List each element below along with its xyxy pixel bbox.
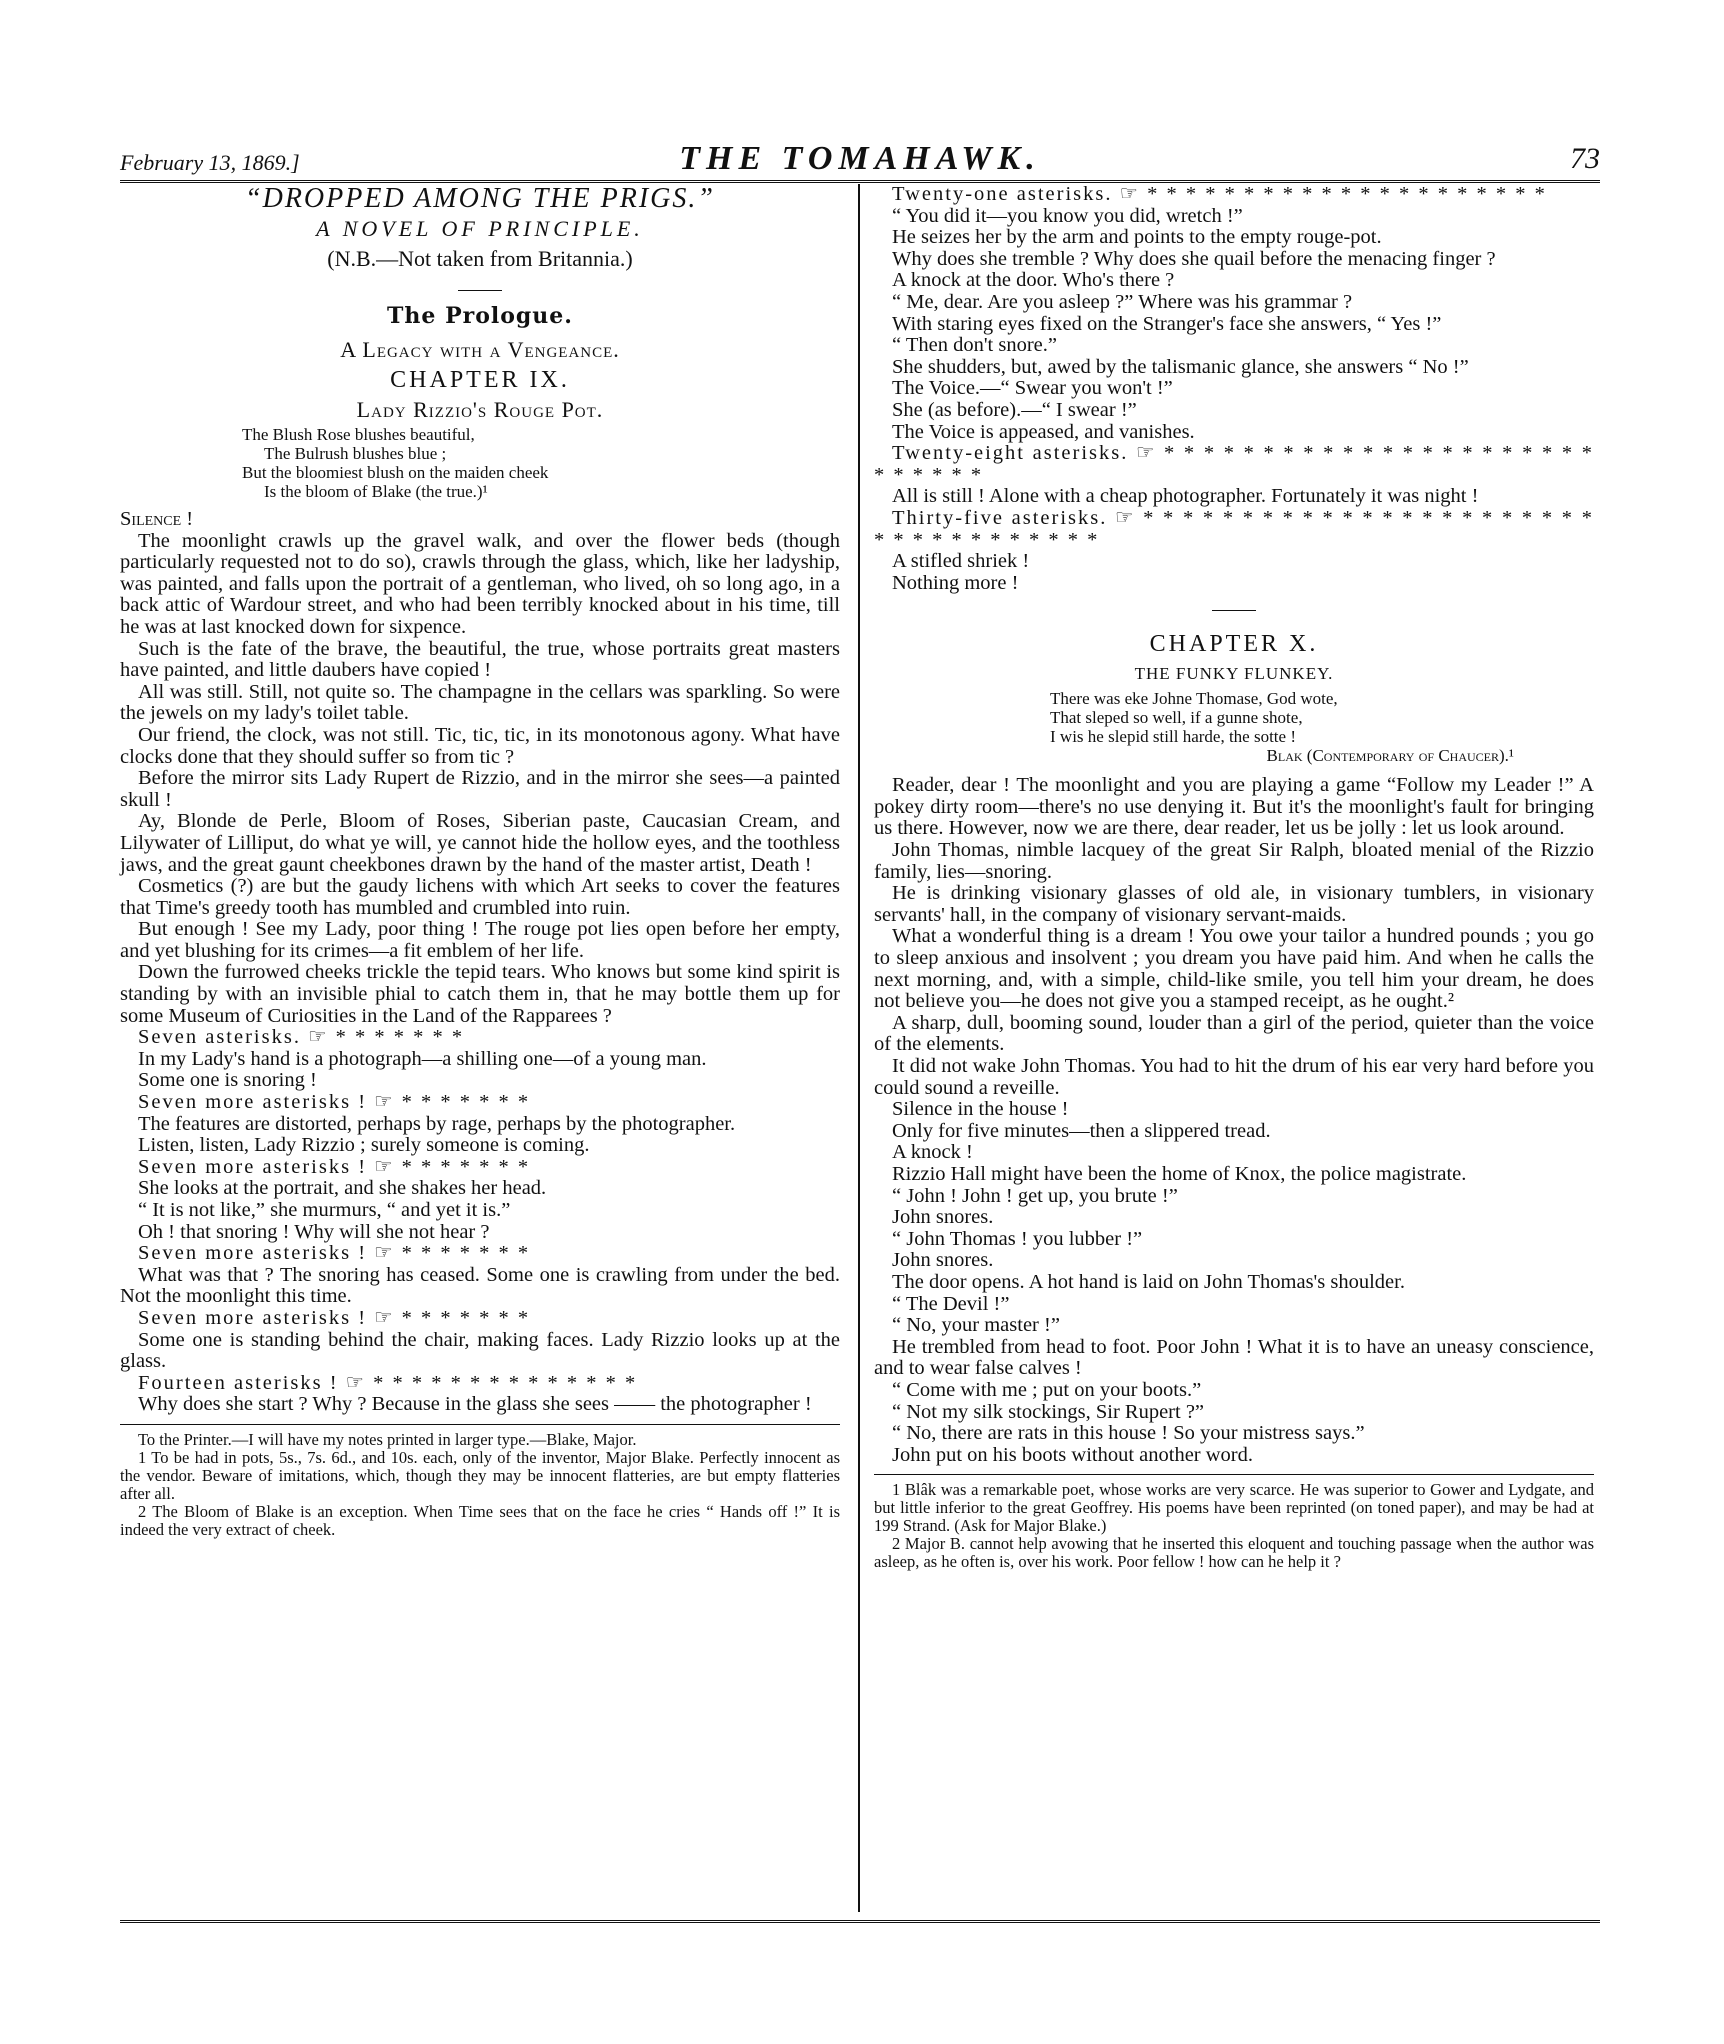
footnote: 2 Major B. cannot help avowing that he inserted this eloquent and touching passage when the author was asleep, as he often is, over his work. Poor fellow ! how can he help it ?: [874, 1534, 1594, 1572]
verse-line: The Blush Rose blushes beautiful,: [242, 425, 475, 444]
paragraph: The moonlight crawls up the gravel walk, and over the flower beds (though particularly requested not to do so), crawls through the glass, which, like her ladyship, was painted, and falls upon the portrait of a gentleman, who lived, oh so long ago, in a back attic of Wardour street, and who had been terribly knocked about in his time, till he was at last knocked down for sixpence.: [120, 529, 840, 638]
paragraph: “ John ! John ! get up, you brute !”: [892, 1184, 1178, 1207]
prologue-heading: The Prologue.: [387, 303, 573, 329]
paragraph: All was still. Still, not quite so. The champagne in the cellars was sparkling. So were the jewels on my lady's toilet table.: [120, 680, 840, 725]
paragraph: Why does she start ? Why ? Because in the glass she sees —— the photographer !: [138, 1393, 812, 1416]
paragraph: Cosmetics (?) are but the gaudy lichens with which Art seeks to cover the features that Time's greedy tooth has mumbled and crumbled into ruin.: [120, 875, 840, 919]
paragraph: A knock at the door. Who's there ?: [892, 269, 1175, 292]
chapter-10-title: THE FUNKY FLUNKEY.: [1134, 664, 1334, 684]
right-column: [860, 184, 1594, 1912]
paragraph: The door opens. A hot hand is laid on John Thomas's shoulder.: [892, 1270, 1405, 1293]
bottom-rule: [120, 1920, 1600, 1923]
asterisk-line: Seven more asterisks ! ☞ * * * * * * *: [138, 1306, 531, 1329]
chapter-9-body: [120, 509, 840, 1416]
footnote: 1 To be had in pots, 5s., 7s. 6d., and 10s. each, only of the inventor, Major Blake. Perfectly innocent as the vendor. Beware of imitations, which, though they may be innocent flatteries, are but empty flatteries after all.: [120, 1447, 840, 1503]
chapter-9-continued: [874, 184, 1594, 594]
paragraph: Listen, listen, Lady Rizzio ; surely someone is coming.: [138, 1134, 590, 1157]
paragraph: “ Not my silk stockings, Sir Rupert ?”: [892, 1400, 1205, 1423]
paragraph: She looks at the portrait, and she shakes her head.: [138, 1177, 547, 1200]
issue-date: February 13, 1869.]: [120, 150, 300, 175]
epigraph-2: [1050, 689, 1594, 765]
asterisk-line: Twenty-eight asterisks. ☞ * * * * * * * * * * * * * * * * * * * * * * * * * * * *: [874, 442, 1594, 486]
asterisk-line: Seven more asterisks ! ☞ * * * * * * *: [138, 1091, 531, 1114]
paragraph: Before the mirror sits Lady Rupert de Rizzio, and in the mirror she sees—a painted skull !: [120, 767, 840, 811]
left-column: [120, 184, 852, 1912]
divider: [458, 290, 502, 291]
verse-line: Is the bloom of Blake (the true.)¹: [264, 482, 488, 501]
paragraph: Only for five minutes—then a slippered tread.: [892, 1119, 1271, 1142]
paragraph: Silence !: [120, 508, 194, 530]
columns: [120, 184, 1600, 1912]
paragraph: He trembled from head to foot. Poor John ! What it is to have an uneasy conscience, and to wear false calves !: [874, 1335, 1594, 1380]
verse-attribution: Blak (Contemporary of Chaucer).¹: [1266, 746, 1514, 766]
paragraph: Such is the fate of the brave, the beautiful, the true, whose portraits great masters have painted, and little daubers have copied !: [120, 637, 840, 682]
footnote: 2 The Bloom of Blake is an exception. When Time sees that on the face he cries “ Hands off !” It is indeed the very extract of cheek.: [120, 1501, 840, 1539]
masthead-title: THE TOMAHAWK.: [679, 140, 1041, 177]
paragraph: Ay, Blonde de Perle, Bloom of Roses, Siberian paste, Caucasian Cream, and Lilywater of Lilliput, do what ye will, ye cannot hide the hollow eyes, and the toothless jaws, and the great gaunt cheekbones drawn by the hand of the master artist, Death !: [120, 810, 840, 876]
paragraph: Some one is standing behind the chair, making faces. Lady Rizzio looks up at the glass.: [120, 1328, 840, 1373]
paragraph: John Thomas, nimble lacquey of the great Sir Ralph, bloated menial of the Rizzio family, lies—snoring.: [874, 839, 1594, 883]
paragraph: The Voice.—“ Swear you won't !”: [892, 377, 1173, 400]
right-footnotes: [874, 1481, 1594, 1571]
paragraph: “ Me, dear. Are you asleep ?” Where was his grammar ?: [892, 290, 1353, 313]
paragraph: “ It is not like,” she murmurs, “ and yet it is.”: [138, 1199, 511, 1221]
asterisk-line: Thirty-five asterisks. ☞ * * * * * * * * * * * * * * * * * * * * * * * * * * * * * * * * * * *: [874, 506, 1594, 551]
asterisk-line: Fourteen asterisks ! ☞ * * * * * * * * * * * * * *: [138, 1371, 638, 1394]
asterisk-line: Twenty-one asterisks. ☞ * * * * * * * * * * * * * * * * * * * * *: [892, 183, 1547, 205]
paragraph: John snores.: [892, 1249, 994, 1272]
paragraph: In my Lady's hand is a photograph—a shilling one—of a young man.: [138, 1047, 707, 1070]
newspaper-page: [120, 132, 1600, 1912]
footnote-rule: [120, 1424, 840, 1425]
paragraph: She (as before).—“ I swear !”: [892, 398, 1137, 421]
divider: [1212, 610, 1256, 611]
paragraph: John put on his boots without another word.: [892, 1443, 1254, 1466]
paragraph: He seizes her by the arm and points to the empty rouge-pot.: [892, 226, 1382, 249]
chapter-10-body: [874, 775, 1594, 1466]
paragraph: Some one is snoring !: [138, 1069, 317, 1092]
paragraph: “ Then don't snore.”: [892, 334, 1057, 357]
paragraph: Rizzio Hall might have been the home of Knox, the police magistrate.: [892, 1162, 1467, 1185]
paragraph: Our friend, the clock, was not still. Tic, tic, tic, in its monotonous agony. What have clocks done that they should suffer so from tic ?: [120, 723, 840, 768]
footnote-rule: [874, 1474, 1594, 1475]
paragraph: A stifled shriek !: [892, 550, 1030, 573]
paragraph: The features are distorted, perhaps by rage, perhaps by the photographer.: [138, 1112, 736, 1135]
page-number: 73: [1570, 142, 1600, 175]
paragraph: “ You did it—you know you did, wretch !”: [892, 204, 1243, 227]
paragraph: Oh ! that snoring ! Why will she not hear ?: [138, 1220, 490, 1243]
chapter-9-title: Lady Rizzio's Rouge Pot.: [356, 397, 604, 422]
paragraph: It did not wake John Thomas. You had to hit the drum of his ear very hard before you could sound a reveille.: [874, 1055, 1594, 1099]
paragraph: What was that ? The snoring has ceased. Some one is crawling from under the bed. Not the moonlight this time.: [120, 1263, 840, 1308]
paragraph: “ No, your master !”: [892, 1314, 1060, 1337]
paragraph: A knock !: [892, 1141, 973, 1164]
paragraph: The Voice is appeased, and vanishes.: [892, 420, 1195, 443]
story-subtitle: A NOVEL OF PRINCIPLE.: [316, 216, 644, 241]
paragraph: Nothing more !: [892, 571, 1019, 594]
asterisk-line: Seven asterisks. ☞ * * * * * * *: [138, 1026, 465, 1049]
paragraph: “ Come with me ; put on your boots.”: [892, 1378, 1202, 1401]
paragraph: Silence in the house !: [892, 1098, 1069, 1121]
verse-line: There was eke Johne Thomase, God wote,: [1050, 689, 1338, 709]
paragraph: What a wonderful thing is a dream ! You owe your tailor a hundred pounds ; you go to sleep anxious and insolvent ; you dream you have paid him. And when he calls the next morning, and, with a simple, child-like smile, you tell him your dream, he does not believe you—he does not give you a stamped receipt, as he ought.²: [874, 925, 1594, 1013]
story-note: (N.B.—Not taken from Britannia.): [327, 246, 633, 271]
paragraph: Down the furrowed cheeks trickle the tepid tears. Who knows but some kind spirit is standing by with an invisible phial to catch them in, that he may bottle them up for some Museum of Curiosities in the Land of the Rapparees ?: [120, 961, 840, 1027]
running-head: [120, 132, 1600, 183]
paragraph: He is drinking visionary glasses of old ale, in visionary tumblers, in visionary servants' hall, in the company of visionary servant-maids.: [874, 882, 1594, 926]
epigraph: [242, 425, 840, 501]
paragraph: “ No, there are rats in this house ! So your mistress says.”: [892, 1422, 1365, 1445]
footnote: To the Printer.—I will have my notes printed in larger type.—Blake, Major.: [138, 1429, 637, 1449]
verse-line: That sleped so well, if a gunne shote,: [1050, 708, 1303, 728]
paragraph: Why does she tremble ? Why does she quail before the menacing finger ?: [892, 247, 1496, 270]
paragraph: But enough ! See my Lady, poor thing ! The rouge pot lies open before her empty, and yet blushing for its crimes—a fit emblem of her life.: [120, 918, 840, 962]
left-footnotes: [120, 1431, 840, 1539]
footnote: 1 Blâk was a remarkable poet, whose works are very scarce. He was superior to Gower and Lydgate, and but little inferior to the great Geoffrey. His poems have been reprinted (on toned paper), and may be had at 199 Strand. (Ask for Major Blake.): [874, 1480, 1594, 1536]
paragraph: She shudders, but, awed by the talismanic glance, she answers “ No !”: [892, 355, 1469, 378]
chapter-9-heading: CHAPTER IX.: [390, 367, 570, 393]
paragraph: A sharp, dull, booming sound, louder than a girl of the period, quieter than the voice of the elements.: [874, 1011, 1594, 1056]
paragraph: With staring eyes fixed on the Stranger's face she answers, “ Yes !”: [892, 312, 1442, 335]
paragraph: Reader, dear ! The moonlight and you are playing a game “Follow my Leader !” A pokey dirty room—there's no use denying it. But it's the moonlight's fault for bringing us there. However, now we are there, dear reader, let us be jolly : let us look around.: [874, 774, 1594, 840]
paragraph: All is still ! Alone with a cheap photographer. Fortunately it was night !: [892, 485, 1479, 508]
paragraph: “ John Thomas ! you lubber !”: [892, 1227, 1143, 1250]
part-title: A Legacy with a Vengeance.: [340, 337, 620, 362]
asterisk-line: Seven more asterisks ! ☞ * * * * * * *: [138, 1242, 531, 1265]
paragraph: “ The Devil !”: [892, 1292, 1010, 1315]
asterisk-line: Seven more asterisks ! ☞ * * * * * * *: [138, 1155, 531, 1178]
story-title: “DROPPED AMONG THE PRIGS.”: [245, 183, 715, 214]
paragraph: John snores.: [892, 1206, 994, 1229]
verse-line: The Bulrush blushes blue ;: [264, 444, 447, 463]
verse-line: I wis he slepid still harde, the sotte !: [1050, 727, 1296, 747]
verse-line: But the bloomiest blush on the maiden cheek: [242, 463, 549, 482]
chapter-10-heading: CHAPTER X.: [1149, 631, 1319, 658]
